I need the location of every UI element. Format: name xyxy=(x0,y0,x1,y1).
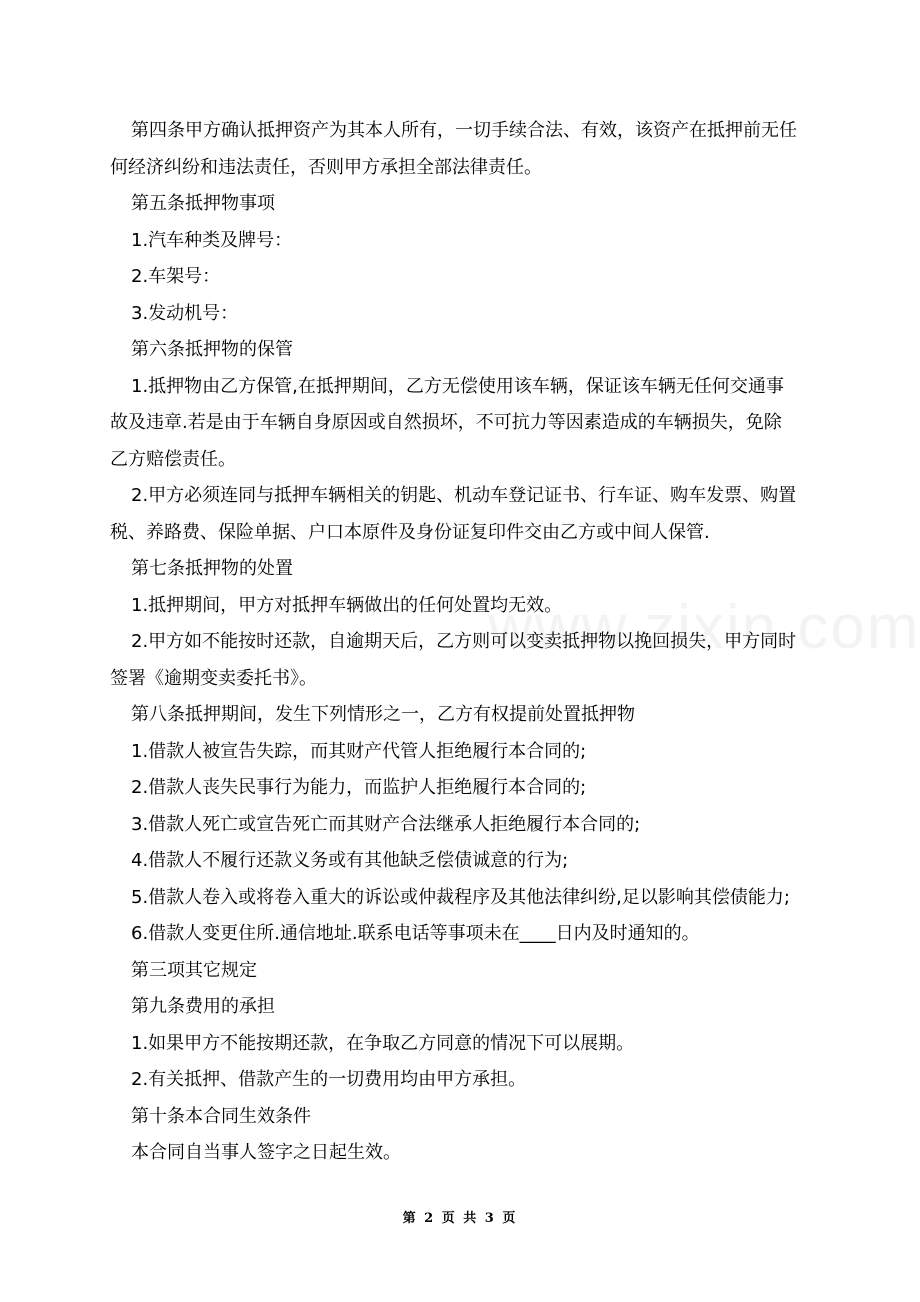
article-6-item-1 xyxy=(110,369,812,479)
article-6-item-1-line-2: 故及违章.若是由于车辆自身原因或自然损坏，不可抗力等因素造成的车辆损失，免除 xyxy=(110,412,782,433)
article-9-item-1: 1.如果甲方不能按期还款，在争取乙方同意的情况下可以展期。 xyxy=(131,1032,635,1054)
article-7-heading: 第七条抵押物的处置 xyxy=(131,558,293,579)
article-5-item-1: 1.汽车种类及牌号： xyxy=(131,229,293,251)
article-8-item-2: 2.借款人丧失民事行为能力，而监护人拒绝履行本合同的; xyxy=(131,777,587,798)
article-6-item-2-line-1: 2.甲方必须连同与抵押车辆相关的钥匙、机动车登记证书、行车证、购车发票、购置 xyxy=(131,485,797,506)
document-body xyxy=(110,113,812,1172)
article-8-item-3: 3.借款人死亡或宣告死亡而其财产合法继承人拒绝履行本合同的; xyxy=(131,813,641,835)
article-10-body: 本合同自当事人签字之日起生效。 xyxy=(131,1142,401,1163)
article-4-line-2: 何经济纠纷和违法责任，否则甲方承担全部法律责任。 xyxy=(110,156,542,178)
article-6-heading: 第六条抵押物的保管 xyxy=(131,339,293,360)
article-5-heading: 第五条抵押物事项 xyxy=(131,193,275,214)
article-5-item-3: 3.发动机号： xyxy=(131,302,239,324)
page-number-footer: 第 2 页 共 3 页 xyxy=(402,1211,518,1226)
article-6-item-2 xyxy=(110,478,812,551)
article-6-item-1-line-3: 乙方赔偿责任。 xyxy=(110,448,236,470)
article-9-heading: 第九条费用的承担 xyxy=(131,996,275,1017)
article-6-item-1-line-1: 1.抵押物由乙方保管,在抵押期间，乙方无偿使用该车辆，保证该车辆无任何交通事 xyxy=(131,375,784,397)
article-8-item-4: 4.借款人不履行还款义务或有其他缺乏偿债诚意的行为; xyxy=(131,850,569,871)
article-6-item-2-line-2: 税、养路费、保险单据、户口本原件及身份证复印件交由乙方或中间人保管. xyxy=(110,521,710,543)
article-8-heading: 第八条抵押期间，发生下列情形之一，乙方有权提前处置抵押物 xyxy=(131,704,635,725)
article-4-paragraph xyxy=(110,113,812,186)
article-7-item-2-line-2: 签署《逾期变卖委托书》。 xyxy=(110,667,317,689)
article-4-line-1: 第四条甲方确认抵押资产为其本人所有，一切手续合法、有效，该资产在抵押前无任 xyxy=(131,120,797,141)
section-3-heading: 第三项其它规定 xyxy=(131,959,257,981)
article-8-item-1: 1.借款人被宣告失踪，而其财产代管人拒绝履行本合同的; xyxy=(131,740,587,762)
article-8-item-6: 6.借款人变更住所.通信地址.联系电话等事项未在____日内及时通知的。 xyxy=(131,923,700,944)
article-9-item-2: 2.有关抵押、借款产生的一切费用均由甲方承担。 xyxy=(131,1069,527,1090)
article-7-item-2-line-1: 2.甲方如不能按时还款，自逾期天后，乙方则可以变卖抵押物以挽回损失，甲方同时 xyxy=(131,631,797,652)
article-7-item-2 xyxy=(110,624,812,697)
article-8-item-5: 5.借款人卷入或将卷入重大的诉讼或仲裁程序及其他法律纠纷,足以影响其偿债能力; xyxy=(131,886,790,908)
article-5-item-2: 2.车架号： xyxy=(131,266,221,287)
article-7-item-1: 1.抵押期间，甲方对抵押车辆做出的任何处置均无效。 xyxy=(131,594,563,616)
article-10-heading: 第十条本合同生效条件 xyxy=(131,1105,311,1127)
